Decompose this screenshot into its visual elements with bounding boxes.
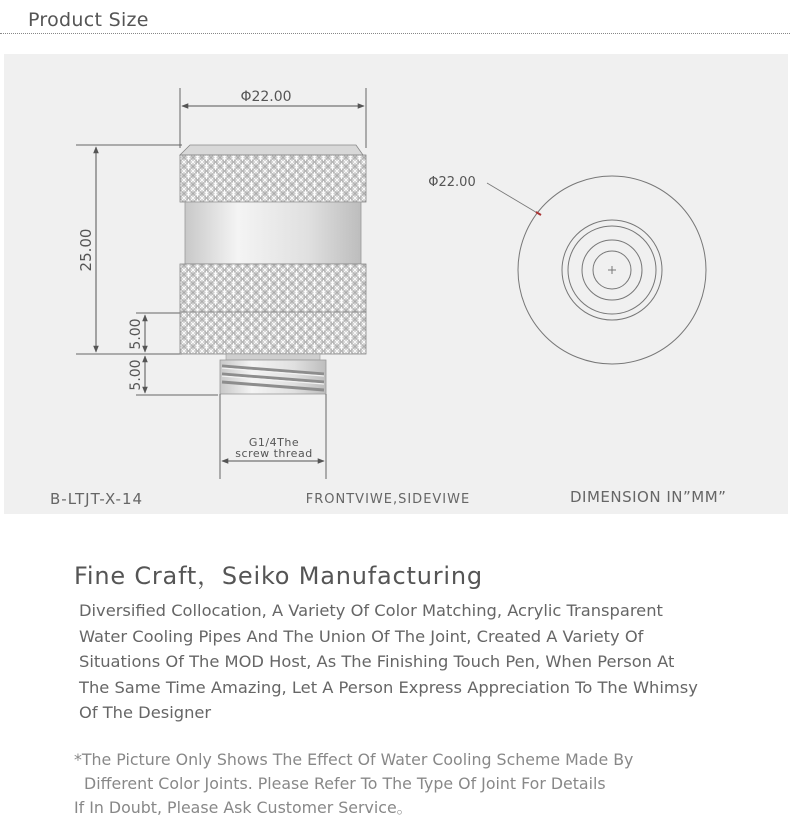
description-line: Diversified Collocation, A Variety Of Color Matching, Acrylic Transparent xyxy=(79,601,663,620)
total-height-label: 25.00 xyxy=(77,228,95,272)
units-label: DIMENSION IN”MM” xyxy=(570,488,727,506)
description-line: The Same Time Amazing, Let A Person Express Appreciation To The Whimsy xyxy=(79,677,698,697)
disclaimer-note xyxy=(74,748,774,820)
section-title: Fine Craft，Seiko Manufacturing xyxy=(74,562,483,590)
fitting-front-view xyxy=(180,145,366,394)
technical-drawing xyxy=(4,54,788,514)
side-diameter-label: Φ22.00 xyxy=(428,175,476,190)
model-number: B-LTJT-X-14 xyxy=(50,490,144,508)
note-line: *The Picture Only Shows The Effect Of Water Cooling Scheme Made By xyxy=(74,750,634,769)
thread-spec-line2: screw thread xyxy=(235,447,313,460)
views-label: FRONTVIWE,SIDEVIWE xyxy=(305,492,471,507)
dotted-divider xyxy=(0,33,790,34)
top-diameter-dimension xyxy=(180,88,366,148)
fitting-side-view xyxy=(428,175,706,364)
top-diameter-label: Φ22.00 xyxy=(240,89,292,105)
section-header xyxy=(0,0,790,36)
description-line: Of The Designer xyxy=(79,703,212,722)
note-line: If In Doubt, Please Ask Customer Service。 xyxy=(74,798,413,817)
description-line: Situations Of The MOD Host, As The Finishing Touch Pen, When Person At xyxy=(79,652,675,671)
thread-width-dimension xyxy=(220,394,326,479)
ring-height-dimension xyxy=(128,313,182,352)
description-line: Water Cooling Pipes And The Union Of The Joint, Created A Variety Of xyxy=(79,626,644,646)
description xyxy=(79,598,759,726)
thread-height-dimension xyxy=(128,356,218,395)
section-header-title: Product Size xyxy=(28,9,149,31)
note-line: Different Color Joints. Please Refer To The Type Of Joint For Details xyxy=(74,774,606,793)
ring-height-label: 5.00 xyxy=(128,318,144,350)
technical-drawing-panel xyxy=(4,54,788,514)
thread-spec-line1: G1/4The xyxy=(248,436,300,449)
thread-height-label: 5.00 xyxy=(128,359,144,391)
